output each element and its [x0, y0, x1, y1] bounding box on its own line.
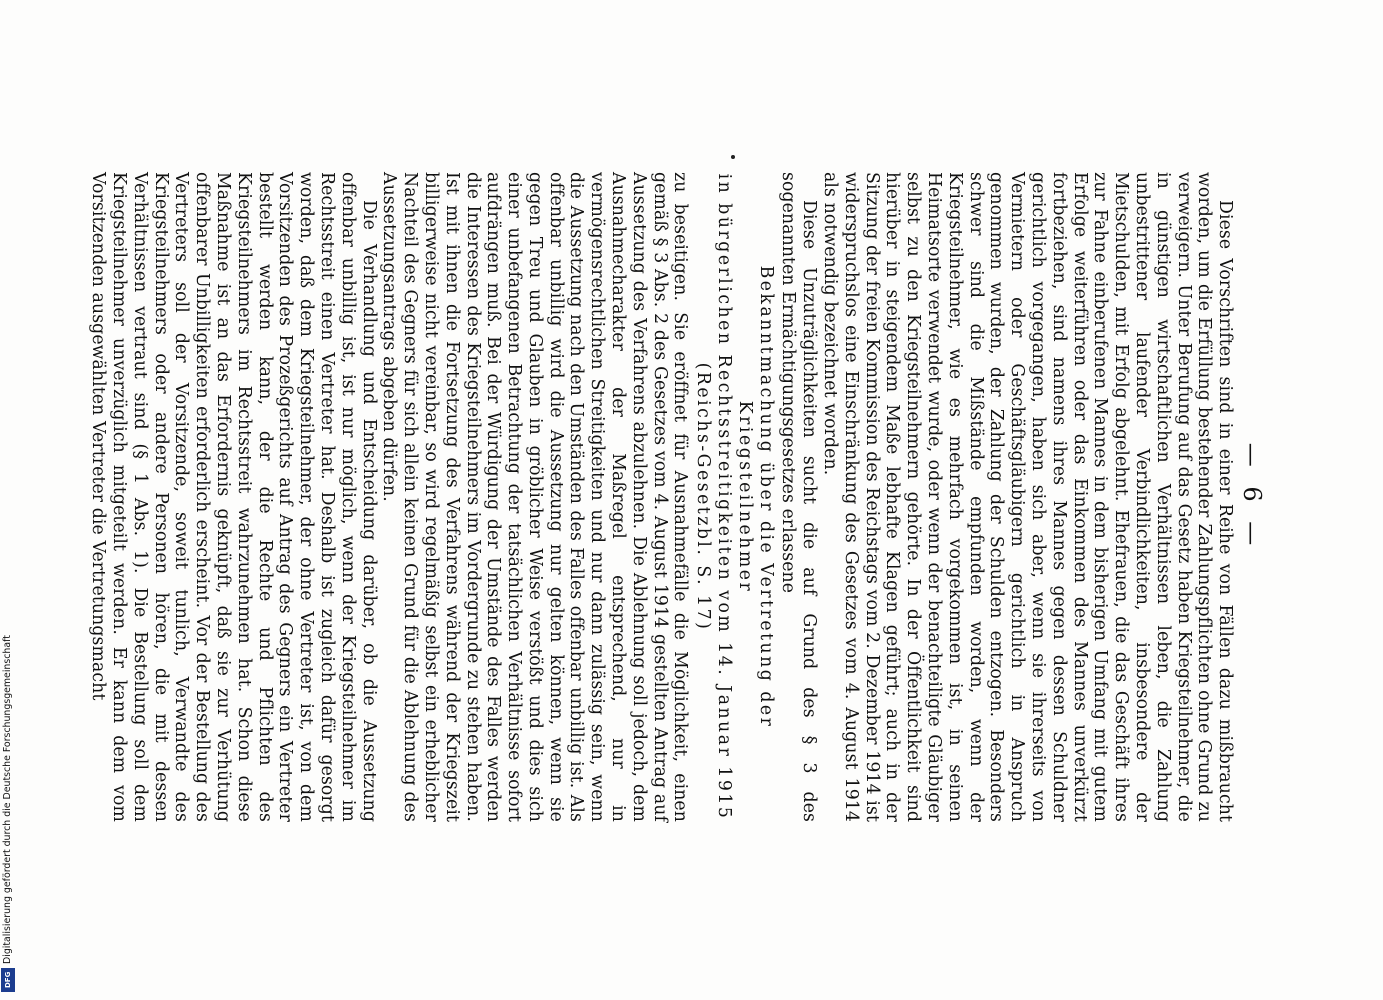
heading-line-3: (Reichs-Gesetzbl. S. 17): [693, 362, 714, 632]
scan-speck: [731, 155, 735, 159]
rotated-text-block: [88, 172, 1266, 822]
dfg-logo: DFG: [1, 968, 15, 992]
heading-line-2: in bürgerlichen Rechtsstreitigkeiten vom 14. Januar 1915: [714, 173, 735, 821]
dfg-credit-text: Digitalisierung gefördert durch die Deutsche Forschungsgemeinschaft: [2, 635, 13, 964]
law-title-heading: [692, 172, 775, 822]
paragraph-1: Diese Vorschriften sind in einer Reihe von Fällen dazu mißbraucht worden, um die Erfüllung bestehender Zahlungspflichten ohne Grund zu verweigern. Unter Berufung auf das Gesetz haben Kriegsteilnehmer, die in günstigen wirtschaftlichen Verhältnissen leben, die Zahlung unbestrittener laufender Verbindlichkeiten, insbesondere der Mietschulden, mit Erfolg abgelehnt. Ehefrauen, die das Geschäft ihres zur Fahne einberufenen Mannes in dem bisherigen Umfang mit gutem Erfolge weiterführen oder das Einkommen des Mannes unverkürzt fortbeziehen, sind namens ihres Mannes gegen dessen Schuldner gerichtlich vorgegangen, haben sich aber, wenn sie ihrerseits von Vermietern oder Geschäftsgläubigern gerichtlich in Anspruch genommen wurden, der Zahlung der Schulden entzogen. Besonders schwer sind die Mißstände empfunden worden, wenn der Kriegsteilnehmer, wie es mehrfach vorgekommen ist, in seinen Heimatsorte verwendet wurde, oder wenn der benachteiligte Gläubiger selbst zu den Kriegsteilnehmern gehörte. In der Öffentlichkeit sind hierüber in steigendem Maße lebhafte Klagen geführt; auch in der Sitzung der freien Kommission des Reichstags vom 2. Dezember 1914 ist widerspruchslos eine Einschränkung des Gesetzes vom 4. August 1914 als notwendig bezeichnet worden.: [820, 172, 1236, 822]
paragraph-4: Die Verhandlung und Entscheidung darüber, ob die Aussetzung offenbar unbillig ist, ist nur möglich, wenn der Kriegsteilnehmer im Rechtsstreit einen Vertreter hat. Deshalb ist zugleich dafür gesorgt worden, daß dem Kriegsteilnehmer, der ohne Vertreter ist, von dem Vorsitzenden des Prozeßgerichts auf Antrag des Gegners ein Vertreter bestellt werden kann, der die Rechte und Pflichten des Kriegsteilnehmers im Rechtsstreit wahrzunehmen hat. Schon diese Maßnahme ist an das Erfordernis geknüpft, daß sie zur Verhütung offenbarer Unbilligkeiten erforderlich erscheint. Vor der Bestellung des Vertreters soll der Vorsitzende, soweit tunlich, Verwandte des Kriegsteilnehmers oder andere Personen hören, die mit dessen Verhältnissen vertraut sind (§ 1 Abs. 1). Die Bestellung soll dem Kriegsteilnehmer unverzüglich mitgeteilt werden. Er kann dem vom Vorsitzenden ausgewählten Vertreter die Vertretungsmacht: [88, 172, 379, 822]
paragraph-2: Diese Unzuträglichkeiten sucht die auf Grund des § 3 des sogenannten Ermächtigungsgesetzes erlassene: [778, 172, 820, 822]
page-number: — 6 —: [1238, 442, 1266, 552]
paragraph-3: zu beseitigen. Sie eröffnet für Ausnahmefälle die Möglichkeit, einen gemäß § 3 Abs. 2 des Gesetzes vom 4. August 1914 gestellten Antrag auf Aussetzung des Verfahrens abzulehnen. Die Ablehnung soll jedoch, dem Ausnahmecharakter der Maßregel entsprechend, nur in vermögensrechtlichen Streitigkeiten und nur dann zulässig sein, wenn die Aussetzung nach den Umständen des Falles offenbar unbillig ist. Als offenbar unbillig wird die Aussetzung nur gelten können, wenn sie gegen Treu und Glauben in gröblicher Weise verstößt und dies sich einer unbefangenen Betrachtung der tatsächlichen Verhältnisse sofort aufdrängen muß. Bei der Würdigung der Umstände des Falles werden die Interessen des Kriegsteilnehmers im Vordergrunde zu stehen haben. Ist mit ihnen die Fortsetzung des Verfahrens während der Kriegszeit billigerweise nicht vereinbar, so wird regelmäßig selbst ein erheblicher Nachteil des Gegners für sich allein keinen Grund für die Ablehnung des Aussetzungsantrags abgeben dürfen.: [379, 172, 691, 822]
heading-line-1: Bekanntmachung über die Vertretung der Kriegsteilnehmer: [734, 265, 776, 729]
